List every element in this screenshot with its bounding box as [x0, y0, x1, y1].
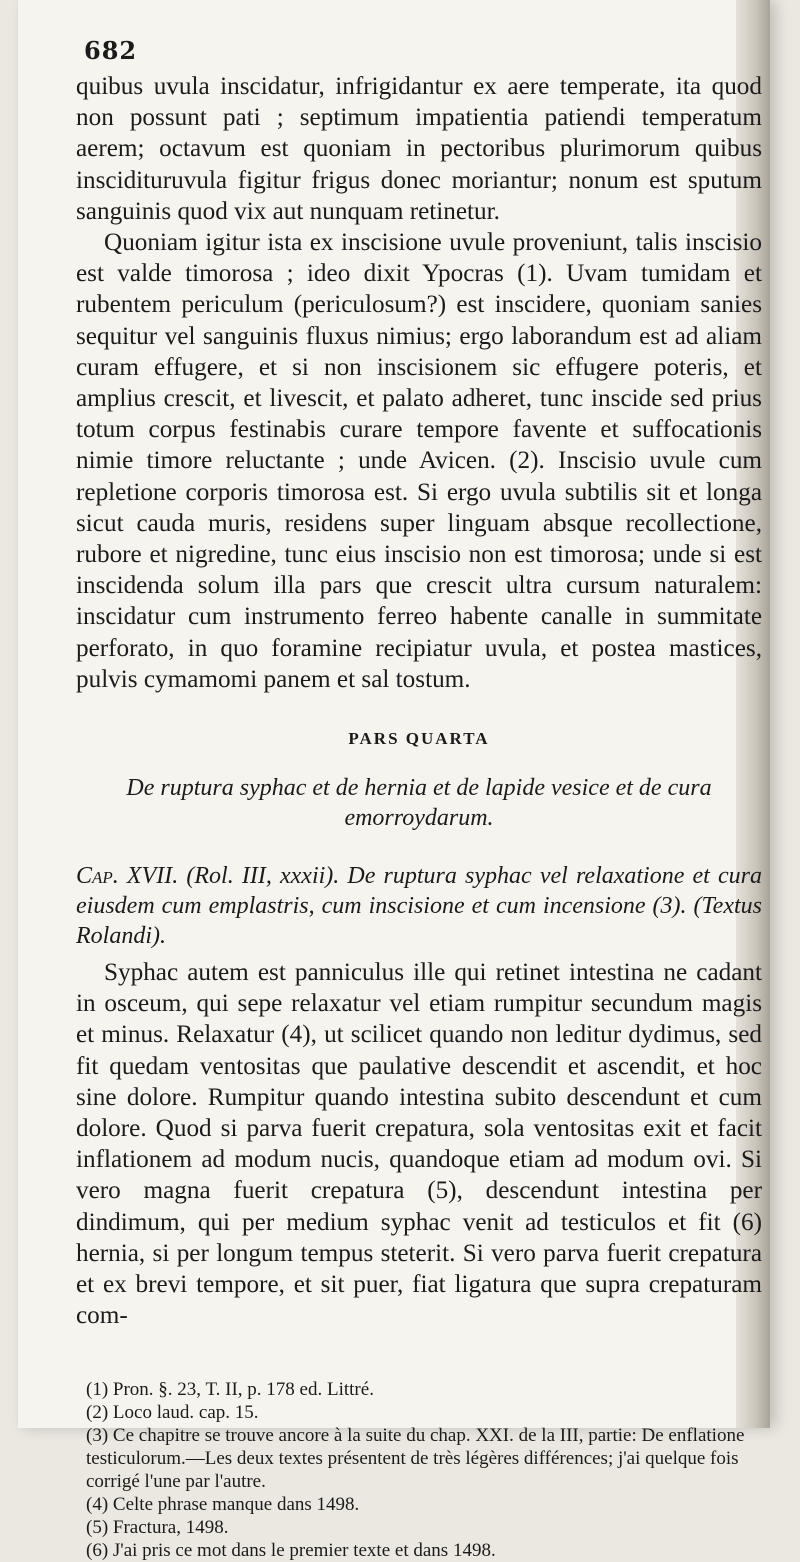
footnote-6: (6) J'ai pris ce mot dans le premier texte et dans 1498.: [86, 1539, 496, 1561]
chapter-title: (Rol. III, xxxii). De ruptura syphac vel relaxatione et cura eiusdem cum emplastris, cum inscisione et cum incensione (3). (Textus Rolandi).: [76, 863, 762, 950]
chapter-label: Cap. XVII.: [76, 863, 179, 890]
chapter-body: [76, 957, 762, 1331]
page-number: 682: [84, 36, 138, 65]
footnotes: [76, 1378, 762, 1562]
paragraph-2: Quoniam igitur ista ex inscisione uvule proveniunt, talis inscisio est valde timorosa ; ideo dixit Ypocras (1). Uvam tumidam et rubentem periculum (periculosum?) est inscidere, quoniam sanies sequitur vel sanguinis fluxus nimius; ergo laborandum est ad aliam curam effugere, et si non inscisionem sic effugere poteris, et amplius crescit, et livescit, et palato adheret, tunc inscide sed prius totum corpus festinabis curare tempore favente et suffocationis nimie timore reluctante ; unde Avicen. (2). Inscisio uvule cum repletione corporis timorosa est. Si ergo uvula subtilis sit et longa sicut cauda muris, residens super linguam absque recollectione, rubore et nigredine, tunc eius inscisio non est timorosa; unde si est inscidenda solum illa pars que crescit ultra cursum naturalem: inscidatur cum instrumento ferreo habente canalle in summitate perforato, in quo foramine recipiatur uvula, et postea mastices, pulvis cymamomi panem et sal tostum.: [76, 229, 762, 693]
paragraph-1: quibus uvula inscidatur, infrigidantur ex aere temperate, ita quod non possunt pati ; septimum impatientia patiendi temperatum aerem; octavum est quoniam in pectoribus plurimorum quibus inscidituruvula figitur frigus donec moriantur; nonum est sputum sanguinis quod vix aut nunquam retinetur.: [76, 73, 762, 225]
section-heading: PARS QUARTA: [348, 729, 490, 749]
footnote-4: (4) Celte phrase manque dans 1498.: [86, 1493, 360, 1515]
body-text: [76, 71, 762, 695]
footnote-2: (2) Loco laud. cap. 15.: [86, 1401, 259, 1423]
footnote-1: (1) Pron. §. 23, T. II, p. 178 ed. Littré.: [86, 1378, 374, 1400]
book-page: [18, 0, 770, 1561]
footnote-5: (5) Fractura, 1498.: [86, 1516, 229, 1538]
page-content: [76, 36, 762, 1562]
footnote-3: (3) Ce chapitre se trouve ancore à la suite du chap. XXI. de la III, partie: De enflatione testiculorum.—Les deux textes présentent de très légères différences; j'ai quelque fois corrigé l'une par l'autre.: [86, 1424, 745, 1492]
chapter-heading: [76, 861, 762, 951]
section-subtitle: De ruptura syphac et de hernia et de lapide vesice et de cura emorroydarum.: [126, 775, 712, 832]
chapter-paragraph: Syphac autem est panniculus ille qui retinet intestina ne cadant in osceum, qui sepe relaxatur vel etiam rumpitur secundum magis et minus. Relaxatur (4), ut scilicet quando non leditur dydimus, sed fit quedam ventositas que paulative descendit et ascendit, et hoc sine dolore. Rumpitur quando intestina subito descendunt et cum dolore. Quod si parva fuerit crepatura, sola ventositas exit et facit inflationem ad modum nucis, quandoque etiam ad modum ovi. Si vero magna fuerit crepatura (5), descendunt intestina per dindimum, qui per medium syphac venit ad testiculos et fit (6) hernia, si per longum tempus steterit. Si vero parva fuerit crepatura et ex brevi tempore, et sit puer, fiat ligatura que supra crepaturam com-: [76, 959, 762, 1330]
